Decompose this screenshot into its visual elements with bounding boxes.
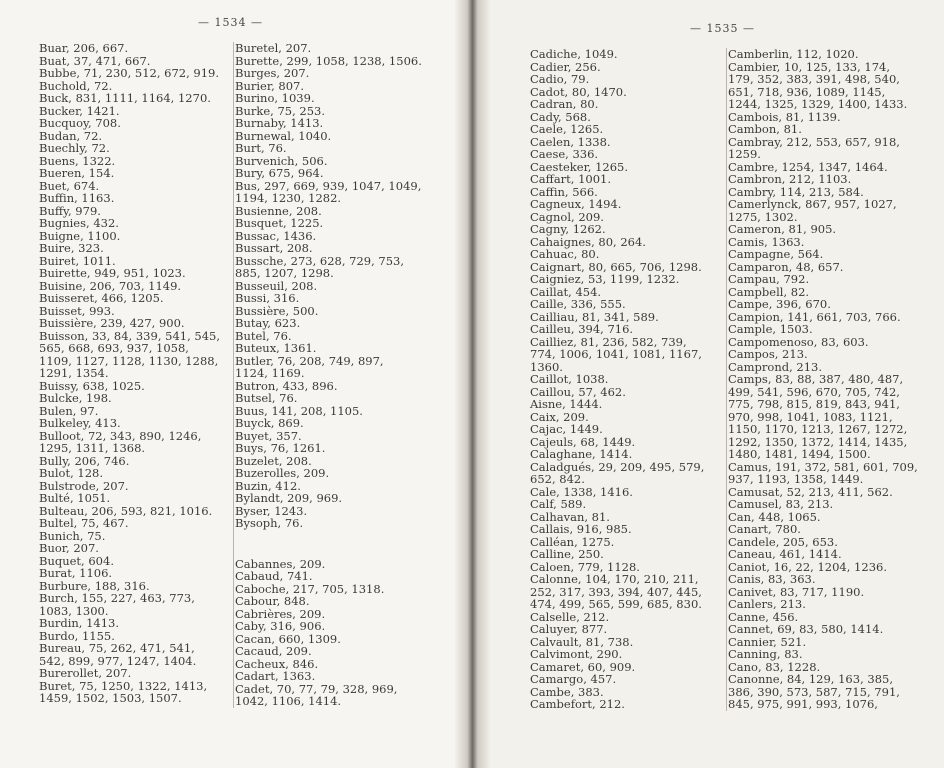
index-entry: Buyet, 357. (235, 428, 302, 443)
index-entry: 1459, 1502, 1503, 1507. (39, 691, 182, 705)
index-entry: Bulteau, 206, 593, 821, 1016. (39, 503, 213, 518)
index-entry: Calselle, 212. (530, 609, 610, 624)
index-entry: Camerlynck, 867, 957, 1027, (728, 197, 897, 211)
index-entry: Buquet, 604. (39, 553, 114, 568)
index-entry: Calléan, 1275. (530, 534, 615, 549)
index-entry: Burat, 1106. (39, 566, 113, 580)
index-entry: 1150, 1170, 1213, 1267, 1272, (728, 422, 908, 436)
index-entry: Burerollet, 207. (39, 666, 132, 680)
index-entry: Camargo, 457. (530, 672, 617, 686)
index-entry: Can, 448, 1065. (728, 509, 821, 524)
index-entry: Buechly, 72. (39, 141, 110, 155)
index-entry: Bugnies, 432. (39, 216, 119, 230)
index-entry: Cambre, 1254, 1347, 1464. (728, 159, 888, 174)
index-entry: Budan, 72. (39, 128, 103, 143)
index-entry: Camprond, 213. (728, 359, 823, 374)
index-entry: Bucquoy, 708. (39, 116, 121, 130)
index-entry: Cabannes, 209. (235, 556, 326, 571)
index-entry: Busienne, 208. (235, 203, 322, 218)
index-entry: Cagnol, 209. (530, 209, 604, 224)
index-entry: Burke, 75, 253. (235, 103, 325, 118)
index-entry: 1042, 1106, 1414. (235, 694, 342, 708)
index-entry: Buisson, 33, 84, 339, 541, 545, (39, 328, 220, 343)
index-entry: Campau, 792. (728, 272, 810, 286)
index-entry: Cacan, 660, 1309. (235, 631, 341, 646)
index-entry: Bulté, 1051. (39, 491, 111, 505)
index-entry: Bylandt, 209, 969. (235, 491, 343, 505)
index-entry: Caesteker, 1265. (530, 159, 629, 174)
index-entry: 542, 899, 977, 1247, 1404. (39, 653, 197, 668)
index-entry: Buiret, 1011. (39, 253, 116, 268)
index-entry: Buys, 76, 1261. (235, 441, 326, 455)
index-entry: Cannet, 69, 83, 580, 1414. (728, 622, 884, 636)
index-entry: Caese, 336. (530, 147, 599, 161)
index-entry: 845, 975, 991, 993, 1076, (728, 697, 878, 711)
index-entry: Campomenoso, 83, 603. (728, 334, 869, 349)
index-entry: Bully, 206, 746. (39, 453, 130, 468)
index-entry: Cadiche, 1049. (530, 47, 618, 61)
index-entry: Camparon, 48, 657. (728, 259, 844, 274)
index-entry: Cabaud, 741. (235, 569, 313, 583)
index-entry: Bury, 675, 964. (235, 166, 324, 180)
index-entry: Cadier, 256. (530, 59, 601, 74)
index-entry: Buissière, 239, 427, 900. (39, 316, 185, 330)
index-entry: Caffin, 566. (530, 184, 598, 199)
index-entry: 885, 1207, 1298. (235, 266, 334, 280)
index-entry: 1275, 1302. (728, 209, 798, 224)
index-entry: 499, 541, 596, 670, 705, 742, (728, 384, 900, 399)
index-entry: Cadet, 70, 77, 79, 328, 969, (235, 681, 398, 696)
index-entry: Canis, 83, 363. (728, 572, 816, 586)
index-entry: Buck, 831, 1111, 1164, 1270. (39, 91, 211, 105)
index-entry: Caniot, 16, 22, 1204, 1236. (728, 559, 887, 574)
index-entry: Caillot, 1038. (530, 372, 609, 386)
index-entry: Burdin, 1413. (39, 616, 120, 630)
index-entry: Busquet, 1225. (235, 216, 324, 230)
index-entry: 252, 317, 393, 394, 407, 445, (530, 584, 702, 599)
index-entry: Cagneux, 1494. (530, 197, 622, 211)
index-entry: Caneau, 461, 1414. (728, 547, 842, 561)
index-entry: 970, 998, 1041, 1083, 1121, (728, 409, 893, 424)
index-entry: 565, 668, 693, 937, 1058, (39, 341, 189, 355)
index-entry: Cacaud, 209. (235, 644, 312, 658)
index-entry: Burnewal, 1040. (235, 128, 332, 143)
index-entry: Burvenich, 506. (235, 153, 328, 168)
page-number-right: — 1535 — (690, 22, 755, 35)
index-entry: Buisset, 993. (39, 303, 115, 318)
index-entry: Buzin, 412. (235, 478, 301, 493)
index-entry: 1292, 1350, 1372, 1414, 1435, (728, 434, 908, 449)
index-entry: Camberlin, 112, 1020. (728, 47, 859, 61)
index-entry: Bussche, 273, 628, 729, 753, (235, 253, 405, 268)
index-entry: Burino, 1039. (235, 91, 315, 105)
index-entry: Caboche, 217, 705, 1318. (235, 581, 385, 596)
index-entry: 1124, 1169. (235, 366, 305, 380)
index-entry: Buissy, 638, 1025. (39, 378, 145, 393)
index-entry: Caillat, 454. (530, 284, 602, 299)
index-entry: 179, 352, 383, 391, 498, 540, (728, 72, 900, 86)
index-entry: Caix, 209. (530, 409, 589, 424)
index-entry: Buor, 207. (39, 541, 99, 555)
index-entry: Butel, 76. (235, 328, 292, 343)
index-entry: Calline, 250. (530, 547, 604, 561)
index-entry: Campion, 141, 661, 703, 766. (728, 309, 901, 324)
index-entry: Cacheux, 846. (235, 656, 319, 671)
index-entry: Burnaby, 1413. (235, 116, 324, 130)
index-entry: Cano, 83, 1228. (728, 659, 821, 674)
index-entry: Bulcke, 198. (39, 391, 112, 405)
index-entry: Caignart, 80, 665, 706, 1298. (530, 259, 702, 274)
index-entry: Byser, 1243. (235, 503, 308, 518)
index-entry: Bueren, 154. (39, 166, 115, 180)
index-entry: 775, 798, 815, 819, 843, 941, (728, 397, 900, 411)
index-entry: 1295, 1311, 1368. (39, 441, 146, 455)
index-entry: Canne, 456. (728, 609, 799, 624)
index-entry: Caladgués, 29, 209, 495, 579, (530, 459, 705, 474)
index-entry: Calvimont, 290. (530, 647, 623, 661)
index-entry: Bulot, 128. (39, 466, 103, 480)
index-entry: Buar, 206, 667. (39, 41, 129, 55)
index-column-3 (530, 48, 742, 711)
index-entry: Buus, 141, 208, 1105. (235, 403, 363, 418)
index-entry: Buchold, 72. (39, 78, 113, 93)
index-entry: Buzelet, 208. (235, 453, 312, 468)
index-entry: Campagne, 564. (728, 247, 824, 261)
index-entry: Bubbe, 71, 230, 512, 672, 919. (39, 66, 220, 80)
index-entry: Caloen, 779, 1128. (530, 559, 640, 574)
index-entry: Cannier, 521. (728, 634, 807, 649)
index-entry: Calvault, 81, 738. (530, 634, 634, 649)
index-entry: Bucker, 1421. (39, 103, 120, 118)
index-entry: Camps, 83, 88, 387, 480, 487, (728, 372, 904, 386)
index-entry: Camis, 1363. (728, 234, 805, 249)
index-entry: Cample, 1503. (728, 322, 813, 336)
index-entry: Camus, 191, 372, 581, 601, 709, (728, 459, 918, 474)
index-entry: Cadot, 80, 1470. (530, 84, 627, 99)
index-entry: Bussière, 500. (235, 303, 319, 318)
index-entry: Cagny, 1262. (530, 222, 606, 236)
index-entry: Camusat, 52, 213, 411, 562. (728, 484, 893, 499)
index-entry: Butsel, 76. (235, 391, 298, 405)
index-entry: Caigniez, 53, 1199, 1232. (530, 272, 680, 286)
index-entry: Buret, 75, 1250, 1322, 1413, (39, 678, 208, 693)
index-entry: Bulloot, 72, 343, 890, 1246, (39, 428, 202, 443)
index-entry: Calhavan, 81. (530, 509, 610, 524)
index-entry: Burette, 299, 1058, 1238, 1506. (235, 53, 422, 68)
index-entry: Butler, 76, 208, 749, 897, (235, 353, 384, 368)
index-entry: Burch, 155, 227, 463, 773, (39, 591, 195, 605)
index-entry: Bus, 297, 669, 939, 1047, 1049, (235, 178, 422, 193)
index-entry: 1259. (728, 147, 761, 161)
index-entry: 1244, 1325, 1329, 1400, 1433. (728, 97, 908, 111)
index-entry: Camusel, 83, 213. (728, 497, 834, 511)
index-entry: Cambois, 81, 1139. (728, 109, 841, 124)
index-entry: Cambefort, 212. (530, 697, 625, 711)
index-entry: Aisne, 1444. (530, 397, 603, 411)
index-entry: Buffy, 979. (39, 203, 101, 218)
index-entry: Cadran, 80. (530, 97, 599, 111)
index-entry: Butay, 623. (235, 316, 301, 330)
index-entry: Caille, 336, 555. (530, 297, 626, 311)
index-entry: Canonne, 84, 129, 163, 385, (728, 672, 893, 686)
index-entry: Bussi, 316. (235, 291, 300, 305)
index-entry: Canart, 780. (728, 522, 801, 536)
index-entry: 1109, 1127, 1128, 1130, 1288, (39, 353, 219, 368)
index-entry: 474, 499, 565, 599, 685, 830. (530, 597, 702, 611)
index-entry: Busseuil, 208. (235, 278, 318, 293)
index-entry: Burges, 207. (235, 66, 310, 80)
index-entry: Cabrières, 209. (235, 606, 326, 621)
index-entry: Cady, 568. (530, 109, 591, 124)
index-entry: Caillou, 57, 462. (530, 384, 626, 399)
index-entry: Cadio, 79. (530, 72, 590, 86)
index-entry: Buretel, 207. (235, 41, 312, 55)
index-entry: Cambier, 10, 125, 133, 174, (728, 59, 891, 74)
index-entry: Cambray, 212, 553, 657, 918, (728, 134, 900, 149)
index-entry: Callais, 916, 985. (530, 522, 632, 536)
index-entry: Cailliez, 81, 236, 582, 739, (530, 334, 687, 349)
index-entry: Canlers, 213. (728, 597, 806, 611)
index-entry: Burbure, 188, 316. (39, 578, 150, 593)
index-entry: Calaghane, 1414. (530, 447, 633, 461)
index-entry: Buigne, 1100. (39, 228, 121, 243)
index-entry: Cajeuls, 68, 1449. (530, 434, 636, 449)
index-entry: Cahuac, 80. (530, 247, 600, 261)
index-entry: Buyck, 869. (235, 416, 304, 430)
index-entry: 386, 390, 573, 587, 715, 791, (728, 684, 900, 699)
index-entry: Caluyer, 877. (530, 622, 608, 636)
index-entry: Camaret, 60, 909. (530, 659, 636, 674)
index-entry: 1194, 1230, 1282. (235, 191, 342, 205)
index-entry: Cambry, 114, 213, 584. (728, 184, 864, 199)
index-entry: 1360. (530, 359, 563, 374)
index-entry: Calonne, 104, 170, 210, 211, (530, 572, 699, 586)
index-entry: Bulkeley, 413. (39, 416, 121, 430)
index-entry: Cale, 1338, 1416. (530, 484, 633, 499)
index-column-4 (726, 48, 940, 711)
page-number-left: — 1534 — (198, 16, 263, 29)
index-entry: Cajac, 1449. (530, 422, 603, 436)
index-entry: Cabour, 848. (235, 594, 310, 608)
index-entry: Cailleu, 394, 716. (530, 322, 634, 336)
index-entry: 1291, 1354. (39, 366, 109, 380)
index-entry: Campe, 396, 670. (728, 297, 831, 311)
index-entry: 652, 842. (530, 472, 585, 486)
index-entry: Buteux, 1361. (235, 341, 317, 355)
index-entry: Caffart, 1001. (530, 172, 612, 186)
index-entry: 1083, 1300. (39, 603, 109, 618)
index-entry: Caele, 1265. (530, 122, 604, 136)
index-entry: Bussart, 208. (235, 241, 313, 255)
index-entry: Cambron, 212, 1103. (728, 172, 852, 186)
index-entry: 774, 1006, 1041, 1081, 1167, (530, 347, 702, 361)
index-entry: Cadart, 1363. (235, 669, 316, 683)
index-entry: 937, 1193, 1358, 1449. (728, 472, 864, 486)
index-entry: Buffin, 1163. (39, 191, 115, 205)
index-entry: Buisseret, 466, 1205. (39, 291, 164, 305)
index-entry: Buirette, 949, 951, 1023. (39, 266, 186, 280)
index-entry: Bultel, 75, 467. (39, 516, 129, 530)
index-entry: Bureau, 75, 262, 471, 541, (39, 641, 195, 655)
index-entry: Butron, 433, 896. (235, 378, 338, 393)
index-entry: Campos, 213. (728, 347, 808, 361)
index-entry: Cameron, 81, 905. (728, 222, 837, 236)
index-entry: Candele, 205, 653. (728, 534, 838, 549)
index-entry: Calf, 589. (530, 497, 587, 511)
index-entry: Buet, 674. (39, 178, 100, 193)
index-entry: Bunich, 75. (39, 528, 106, 543)
index-entry: Burt, 76. (235, 141, 287, 155)
index-entry: Cambon, 81. (728, 122, 802, 136)
index-entry: Buzerolles, 209. (235, 466, 330, 480)
index-entry: 651, 718, 936, 1089, 1145, (728, 84, 886, 99)
index-entry: Bulen, 97. (39, 403, 99, 418)
index-entry: Buat, 37, 471, 667. (39, 53, 151, 68)
index-entry: Cambe, 383. (530, 684, 604, 699)
index-entry: Burdo, 1155. (39, 628, 115, 643)
index-entry: Bysoph, 76. (235, 516, 304, 530)
index-entry: Cailliau, 81, 341, 589. (530, 309, 659, 324)
index-entry: Bussac, 1436. (235, 228, 317, 243)
index-entry: Buire, 323. (39, 241, 104, 255)
index-entry: Burier, 807. (235, 78, 304, 93)
index-entry: Buens, 1322. (39, 153, 116, 168)
index-entry: Buisine, 206, 703, 1149. (39, 278, 182, 293)
index-entry: Caby, 316, 906. (235, 619, 326, 633)
index-entry: Campbell, 82. (728, 284, 810, 299)
index-entry: Cahaignes, 80, 264. (530, 234, 646, 249)
index-entry: 1480, 1481, 1494, 1500. (728, 447, 871, 461)
index-entry: Canning, 83. (728, 647, 803, 661)
index-entry: Canivet, 83, 717, 1190. (728, 584, 865, 599)
index-entry: Bulstrode, 207. (39, 478, 129, 493)
index-entry: Caelen, 1338. (530, 134, 611, 149)
